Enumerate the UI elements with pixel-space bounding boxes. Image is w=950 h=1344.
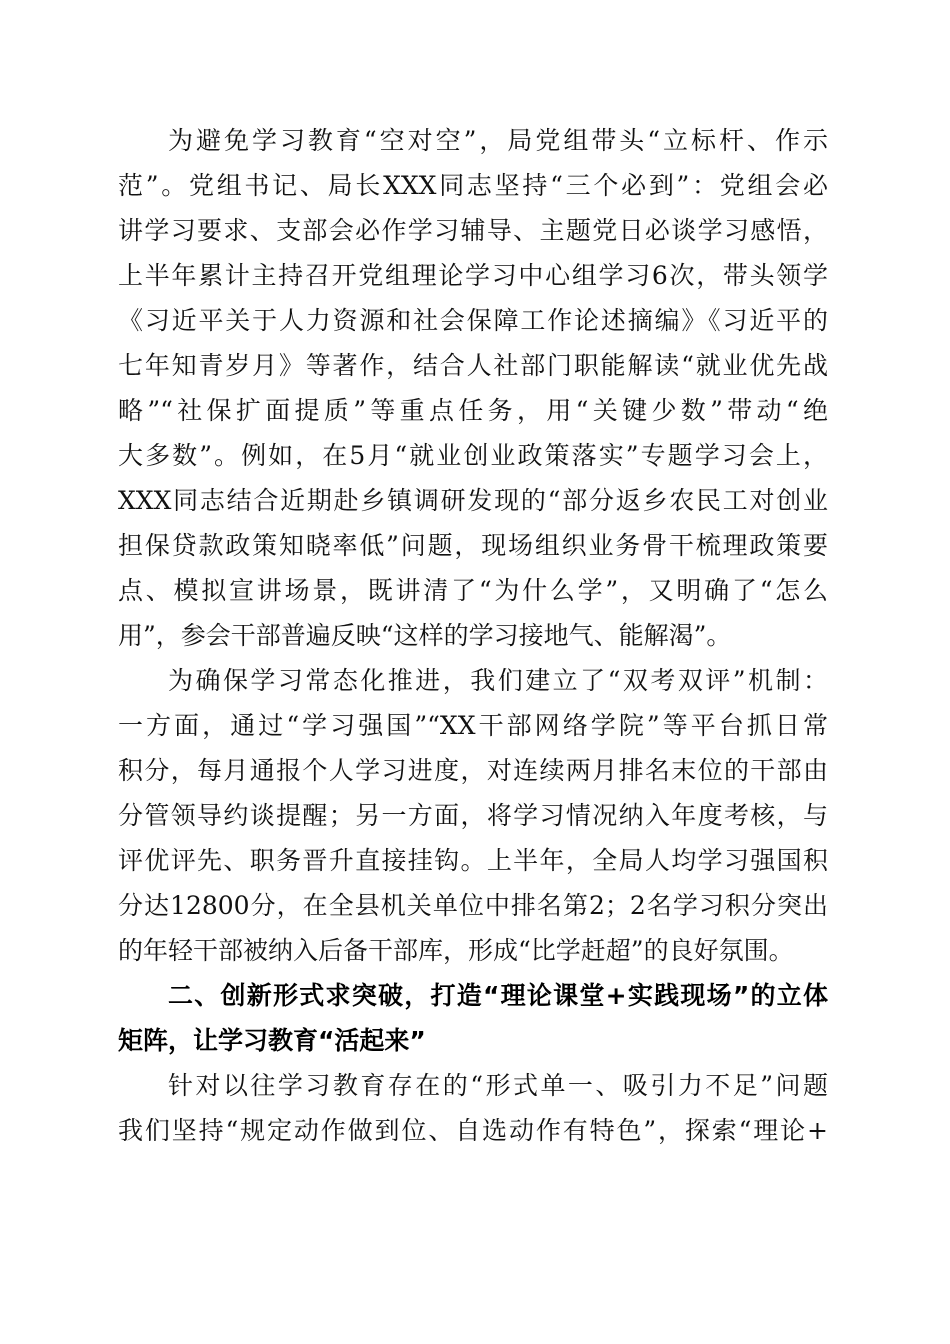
text-line: 为避免学习教育“空对空”，局党组带头“立标杆、作示 [168, 126, 828, 155]
text-line: 积分，每月通报个人学习进度，对连续两月排名末位的干部由 [118, 756, 828, 785]
text-line: 上半年累计主持召开党组理论学习中心组学习6次，带头领学 [118, 261, 828, 290]
text-line: 我们坚持“规定动作做到位、自选动作有特色”，探索“理论+ [118, 1116, 828, 1145]
text-line: 七年知青岁月》等著作，结合人社部门职能解读“就业优先战 [118, 351, 828, 380]
text-line: 讲学习要求、支部会必作学习辅导、主题党日必谈学习感悟， [118, 216, 828, 245]
text-line: 针对以往学习教育存在的“形式单一、吸引力不足”问题 [168, 1071, 828, 1100]
document-body [118, 118, 828, 1153]
heading-line: 二、创新形式求突破，打造“理论课堂+实践现场”的立体 [168, 981, 828, 1010]
heading-line: 矩阵，让学习教育“活起来” [118, 1026, 426, 1055]
text-line: 范”。党组书记、局长XXX同志坚持“三个必到”：党组会必 [118, 171, 828, 200]
text-line: 略”“社保扩面提质”等重点任务，用“关键少数”带动“绝 [118, 396, 828, 425]
text-line: 分达12800分，在全县机关单位中排名第2；2名学习积分突出 [118, 891, 828, 920]
paragraph-innovation-intro [118, 1063, 828, 1153]
text-line: 分管领导约谈提醒；另一方面，将学习情况纳入年度考核，与 [118, 801, 828, 830]
text-line: 为确保学习常态化推进，我们建立了“双考双评”机制： [168, 666, 828, 695]
text-line: XXX同志结合近期赴乡镇调研发现的“部分返乡农民工对创业 [118, 486, 828, 515]
text-line: 大多数”。例如，在5月“就业创业政策落实”专题学习会上， [118, 441, 828, 470]
text-line: 评优评先、职务晋升直接挂钩。上半年，全局人均学习强国积 [118, 846, 828, 875]
text-line: 一方面，通过“学习强国”“XX干部网络学院”等平台抓日常 [118, 711, 828, 740]
paragraph-assessment-mechanism [118, 658, 828, 973]
section-heading [118, 973, 828, 1063]
text-line: 的年轻干部被纳入后备干部库，形成“比学赶超”的良好氛围。 [118, 936, 794, 965]
text-line: 担保贷款政策知晓率低”问题，现场组织业务骨干梳理政策要 [118, 531, 828, 560]
text-line: 用”，参会干部普遍反映“这样的学习接地气、能解渴”。 [118, 621, 732, 650]
text-line: 点、模拟宣讲场景，既讲清了“为什么学”，又明确了“怎么 [118, 576, 828, 605]
text-line: 《习近平关于人力资源和社会保障工作论述摘编》《习近平的 [118, 306, 828, 335]
paragraph-leadership-example [118, 118, 828, 658]
